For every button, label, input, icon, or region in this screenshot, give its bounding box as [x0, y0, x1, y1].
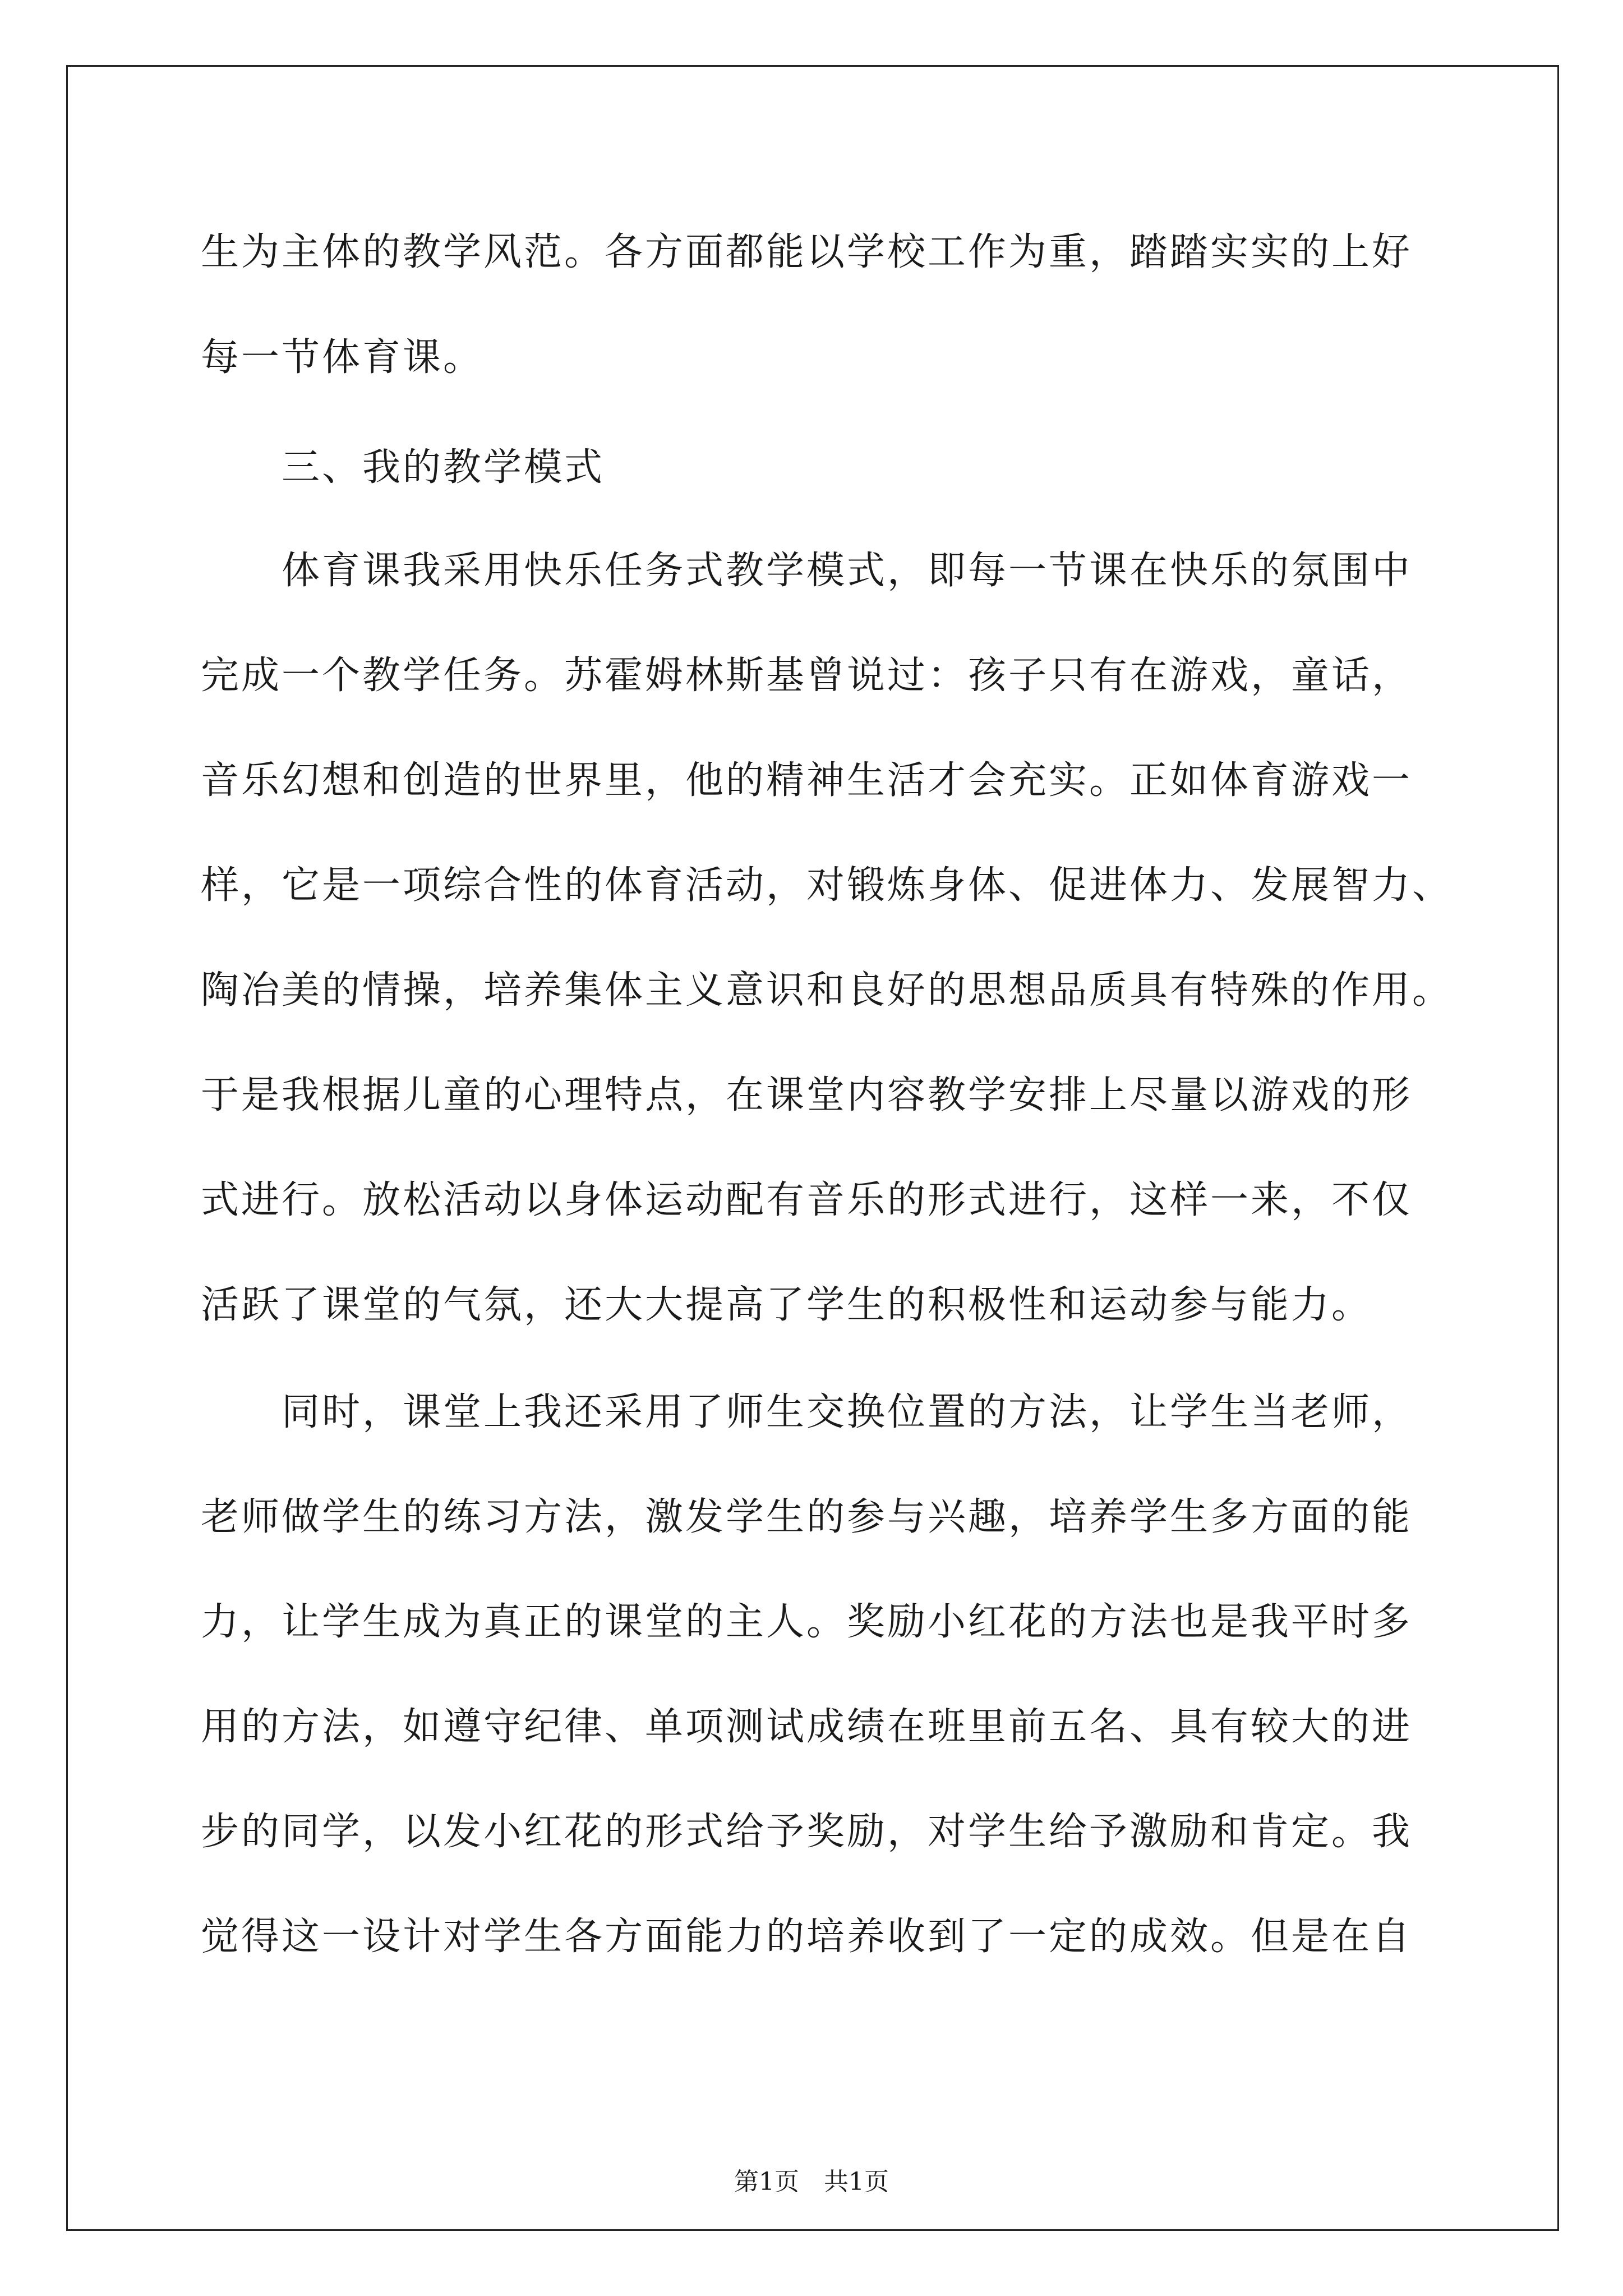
body-line-8: 陶冶美的情操，培养集体主义意识和良好的思想品质具有特殊的作用。	[201, 968, 1453, 1013]
body-line-1: 生为主体的教学风范。各方面都能以学校工作为重，踏踏实实的上好	[201, 230, 1413, 274]
body-line-17: 觉得这一设计对学生各方面能力的培养收到了一定的成效。但是在自	[201, 1915, 1413, 1959]
body-line-14: 力，让学生成为真正的课堂的主人。奖励小红花的方法也是我平时多	[201, 1600, 1413, 1644]
body-line-4: 体育课我采用快乐任务式教学模式，即每一节课在快乐的氛围中	[201, 549, 1413, 593]
body-line-7: 样，它是一项综合性的体育活动，对锻炼身体、促进体力、发展智力、	[201, 863, 1453, 908]
body-line-16: 步的同学，以发小红花的形式给予奖励，对学生给予激励和肯定。我	[201, 1810, 1413, 1854]
section-heading: 三、我的教学模式	[201, 445, 605, 490]
body-line-12: 同时，课堂上我还采用了师生交换位置的方法，让学生当老师，	[201, 1390, 1413, 1434]
body-line-9: 于是我根据儿童的心理特点，在课堂内容教学安排上尽量以游戏的形	[201, 1073, 1413, 1117]
body-line-2: 每一节体育课。	[201, 335, 484, 380]
body-line-13: 老师做学生的练习方法，激发学生的参与兴趣，培养学生多方面的能	[201, 1495, 1413, 1539]
page-border	[66, 65, 1559, 2231]
body-line-15: 用的方法，如遵守纪律、单项测试成绩在班里前五名、具有较大的进	[201, 1705, 1413, 1749]
body-line-5: 完成一个教学任务。苏霍姆林斯基曾说过：孩子只有在游戏，童话，	[201, 654, 1413, 698]
body-line-11: 活跃了课堂的气氛，还大大提高了学生的积极性和运动参与能力。	[201, 1283, 1372, 1327]
body-line-10: 式进行。放松活动以身体运动配有音乐的形式进行，这样一来，不仅	[201, 1178, 1413, 1222]
body-line-6: 音乐幻想和创造的世界里，他的精神生活才会充实。正如体育游戏一	[201, 758, 1413, 803]
page-footer: 第1页 共1页	[734, 2168, 889, 2196]
